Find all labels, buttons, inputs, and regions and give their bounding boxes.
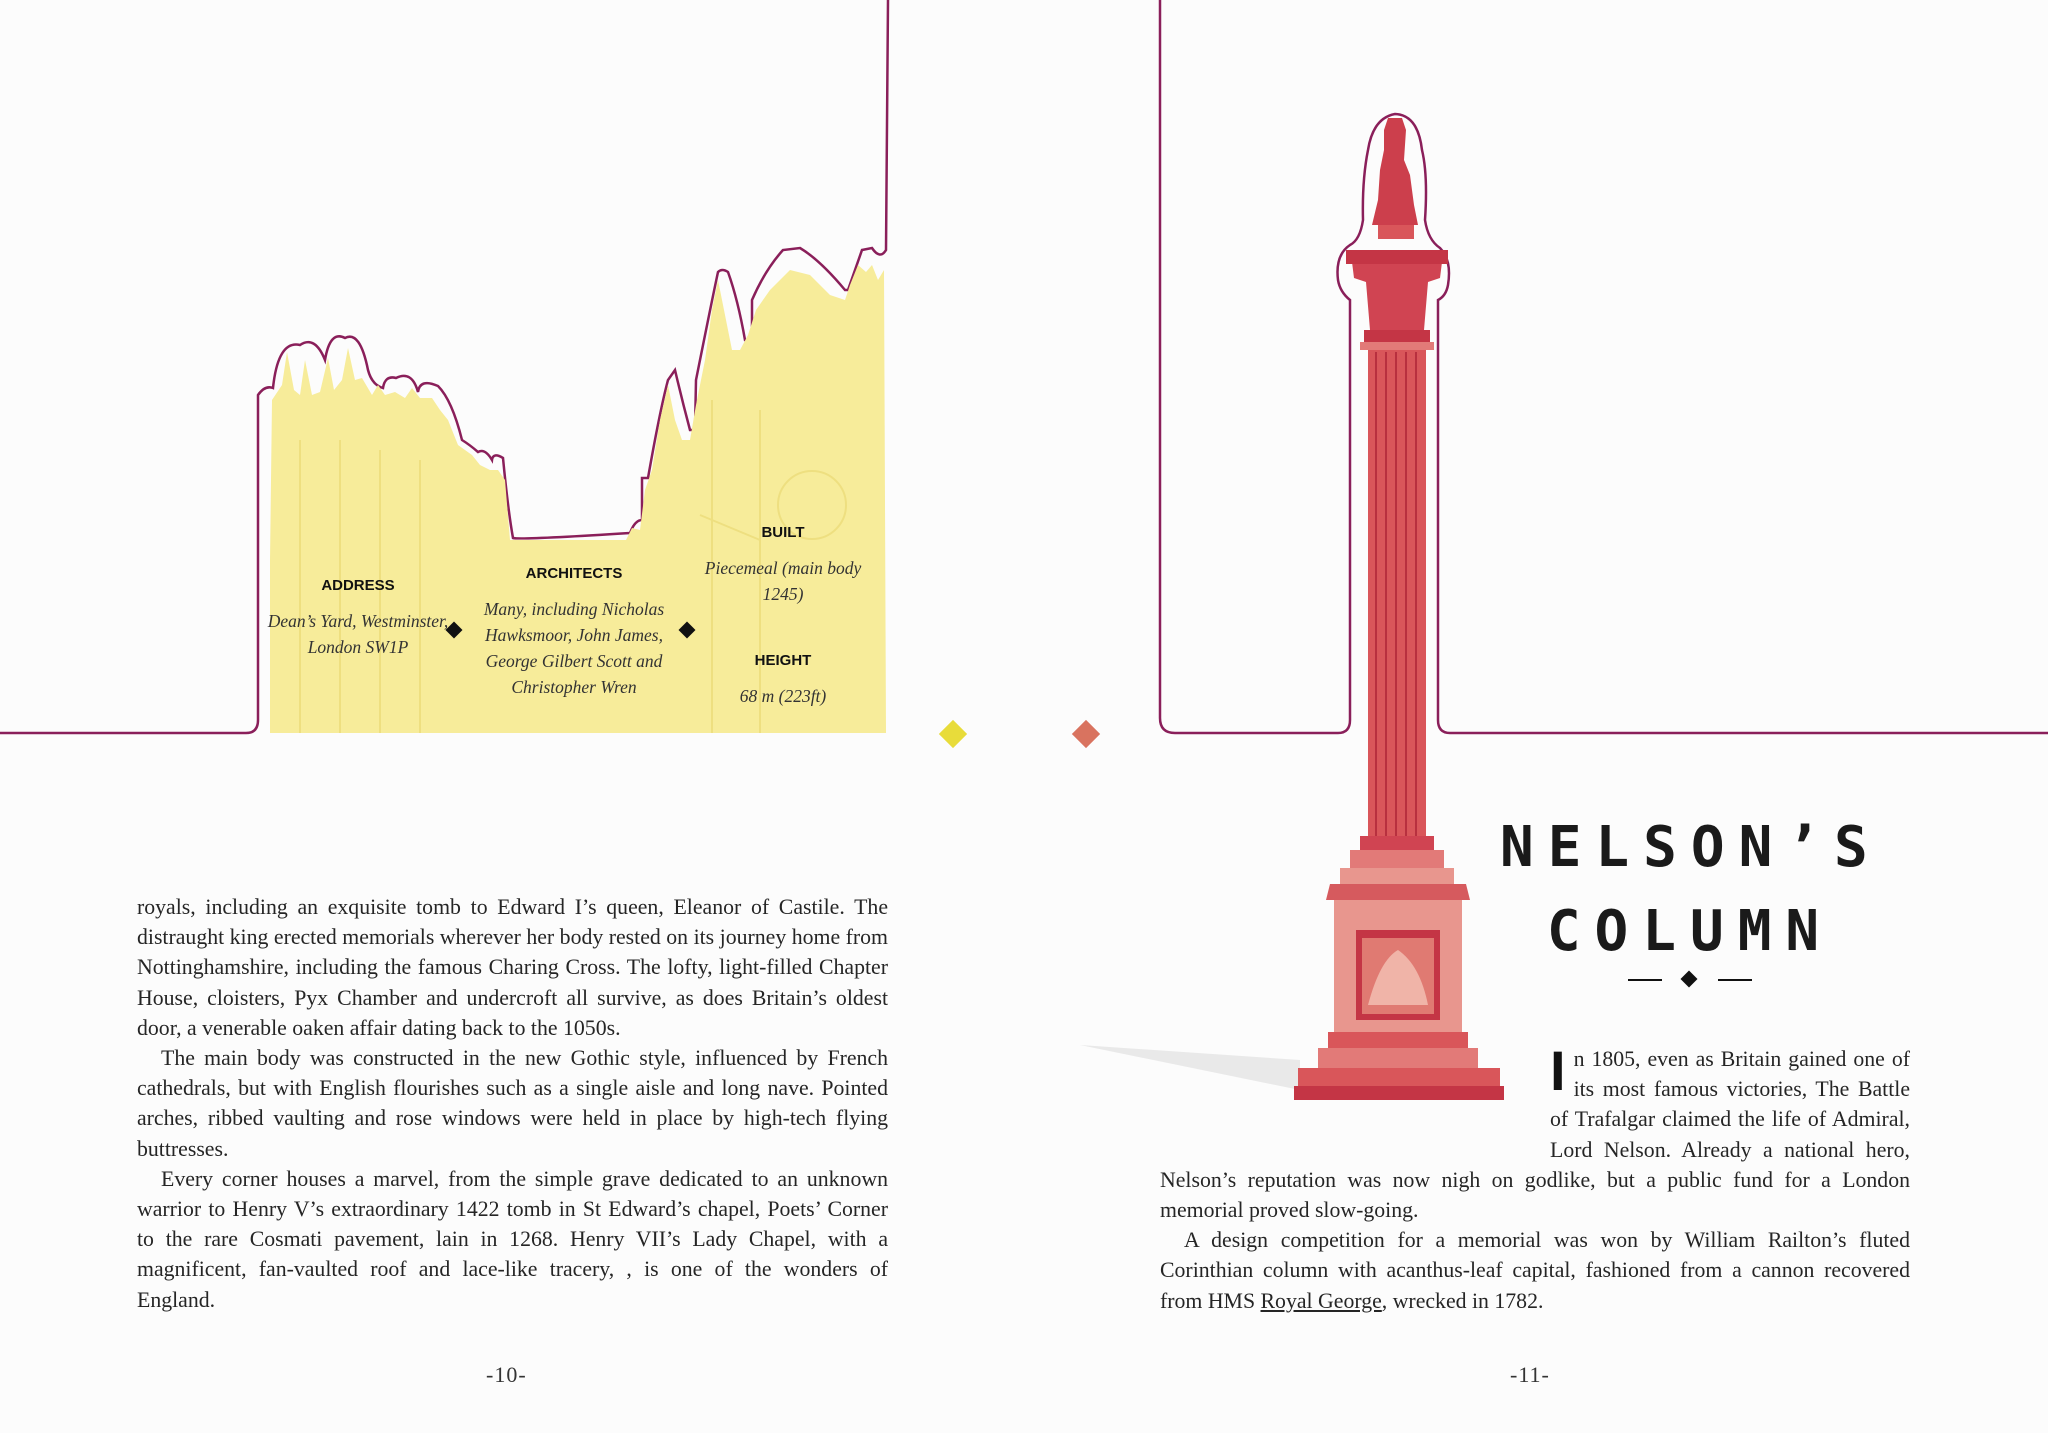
paragraph-1-text: n 1805, even as Britain gained one of its most famous victories, The Battle of Trafalgar claimed the life of Admiral, Lord Nelson. Already a national hero, Nelson’s reputation was now nigh on godlike, but a public fund for a London memorial proved slow-going. [1160, 1047, 1910, 1223]
paragraph [1160, 1039, 1910, 1225]
paragraph-2-end: , wrecked in 1782. [1381, 1288, 1544, 1313]
title-line-2: COLUMN [1546, 899, 1834, 964]
info-architects [468, 565, 680, 700]
address-label: ADDRESS [321, 577, 395, 594]
page-number-right: -11- [1510, 1362, 1550, 1387]
paragraph: Every corner houses a marvel, from the simple grave dedicated to an unknown warrior to Henry V’s extraordinary 1422 tomb in St Edward’s chapel, Poets’ Corner to the rare Cosmati pavement, lain in 1268. Henry VII’s Lady Chapel, with a magnificent, fan-vaulted roof and lace-like tracery, , is one of the wonders of England. [137, 1166, 888, 1312]
height-label: HEIGHT [754, 652, 812, 669]
title-ornament [1628, 970, 1752, 990]
column-outline [1160, 0, 2048, 733]
architects-label: ARCHITECTS [525, 565, 623, 582]
height-value: 68 m (223ft) [739, 686, 827, 706]
built-value: Piecemeal (main body 1245) [704, 558, 862, 604]
ship-name: Royal George [1260, 1288, 1382, 1313]
built-label: BUILT [761, 524, 805, 541]
info-address [263, 577, 453, 660]
title-line-1: NELSON’S [1500, 815, 1882, 880]
right-page-body [1160, 1039, 1910, 1316]
paragraph [1160, 1225, 1910, 1316]
paragraph: royals, including an exquisite tomb to Edward I’s queen, Eleanor of Castile. The distraught king erected memorials wherever her body rested on its journey home from Nottinghamshire, including the famous Charing Cross. The lofty, light-filled Chapter House, cloisters, Pyx Chamber and undercroft all survive, as does Britain’s oldest door, a venerable oaken affair dating back to the 1050s. [137, 895, 888, 1040]
paragraph-2-text: A design competition for a memorial was won by William Railton’s fluted Corinthian column with acanthus-leaf capital, fashioned from a cannon recovered from HMS [1160, 1228, 1910, 1313]
coral-diamond-icon [1072, 720, 1100, 748]
page-number-left: -10- [486, 1362, 527, 1387]
info-height [700, 652, 866, 709]
architects-value: Many, including Nicholas Hawksmoor, John James, George Gilbert Scott and Christopher Wren [483, 599, 665, 697]
drop-cap: I [1550, 1039, 1566, 1102]
nelsons-column-illustration [1294, 118, 1504, 1100]
info-built [700, 524, 866, 607]
page-title [1500, 806, 1880, 974]
address-value: Dean’s Yard, Westminster, London SW1P [267, 611, 449, 657]
paragraph: The main body was constructed in the new Gothic style, influenced by French cathedrals, but with English flourishes such as a single aisle and long nave. Pointed arches, ribbed vaulting and rose windows were held in place by high-tech flying buttresses. [137, 1046, 888, 1161]
left-page-body [137, 892, 888, 1315]
yellow-diamond-icon [939, 720, 967, 748]
